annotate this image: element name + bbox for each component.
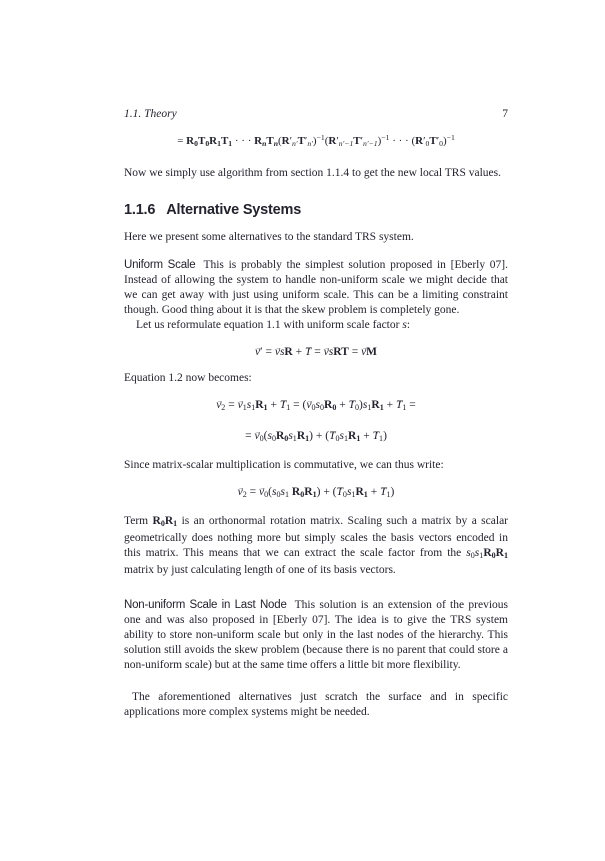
equation-12-line2: = v →0(s0R0s1R1) + (T →0s1R1 + T →1) (124, 427, 508, 448)
paragraph-here-we: Here we present some alternatives to the standard TRS system. (124, 230, 414, 243)
equation-uniform-scale: v →′ = v →sR + T → = v →sRT = v →M (124, 343, 508, 361)
page-number: 7 (502, 108, 508, 120)
paragraph-now-we: Now we simply use algorithm from section 1.1.4 to get the new local TRS values. (124, 166, 501, 179)
paragraph-since-matrix: Since matrix-scalar multiplication is commutative, we can thus write: (124, 458, 444, 471)
paragraph-equation-12: Equation 1.2 now becomes: (124, 371, 252, 384)
paragraph-nonuniform-scale: Non-uniform Scale in Last Node This solution is an extension of the previous one and was also proposed in [Eberly 07]. The idea is to give the TRS system ability to store non-uniform scale but only in the last nodes of the hierarchy. This solution still avoids the skew problem (because there is no parent that could store a non-uniform scale) but at the same time offers a little bit more flexibility. (124, 598, 509, 671)
paragraph-reformulate: Let us reformulate equation 1.1 with uniform scale factor s: (136, 318, 411, 331)
running-header (124, 107, 508, 122)
paragraph-term: Term R0R1 is an orthonormal rotation matrix. Scaling such a matrix by a scalar geometrically does nothing more but simply scales the basis vectors encoded in this matrix. This means that we can extract the scale factor from the s0s1R0R1 matrix by just calculating length of one of its basis vectors. (124, 514, 508, 576)
equation-trs-chain: = R0T0R1T1 · · · $RnTn(R'n'T'n')^{-1}(R'n'-1T'n'-1)^{-1}$ · · · $(R'0T'0)^{-1}$ (177, 133, 455, 148)
running-header-section-label: 1.1. Theory (124, 108, 177, 120)
equation-commutative: v →2 = v →0(s0s1 R0R1) + (T →0s1R1 + T →1) (124, 483, 508, 504)
section-title: Alternative Systems (166, 201, 302, 218)
section-number: 1.1.6 (124, 201, 156, 218)
paragraph-aforementioned: The aforementioned alternatives just scratch the surface and in specific applications more complex systems might be needed. (124, 690, 508, 718)
paragraph-uniform-scale: Uniform Scale This is probably the simplest solution proposed in [Eberly 07]. Instead of allowing the system to handle non-uniform scale we might decide that we can get away with just using uniform scale. This can be a limiting constraint though. Good thing about it is that the skew problem is completely gone. (124, 258, 508, 316)
equation-12-line1: v →2 = v →1s1R1 + T →1 = (v →0s0R0 + T →0)s1R1 + T →1 = (124, 396, 508, 417)
section-heading (124, 202, 508, 219)
